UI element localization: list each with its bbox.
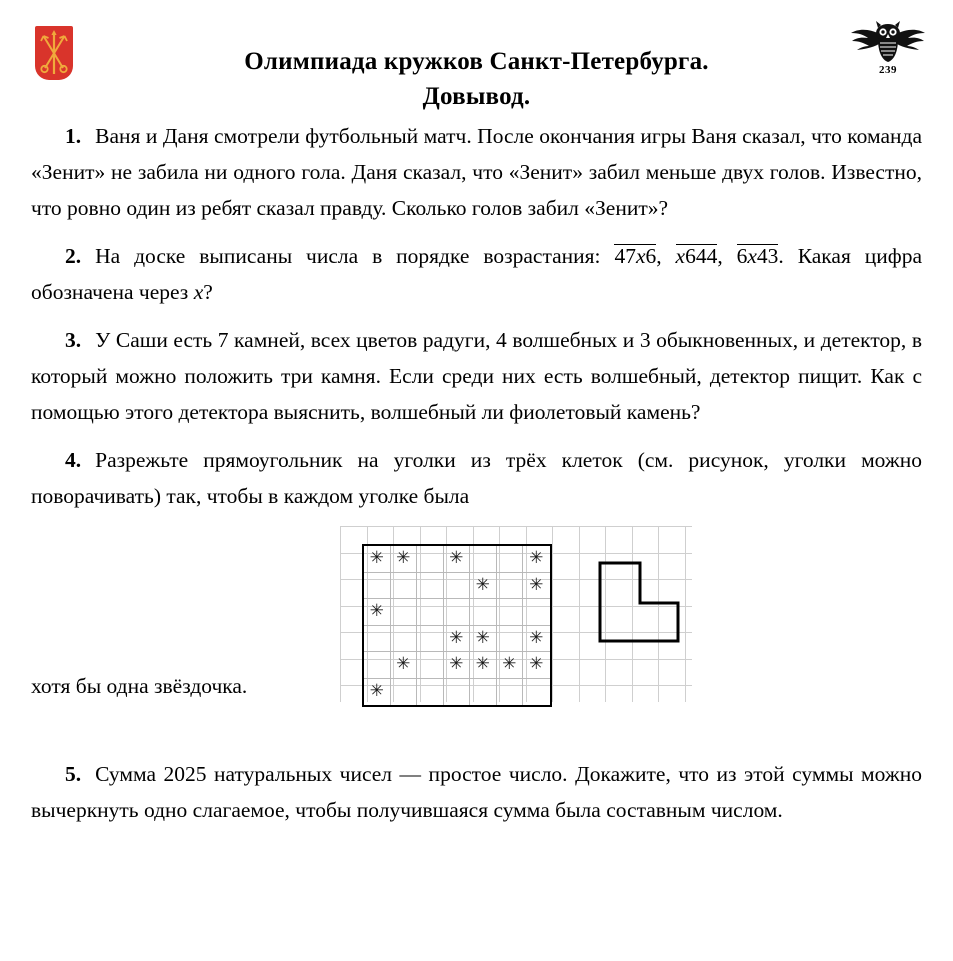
problem-5	[31, 756, 922, 828]
page-title-line2: Довывод.	[422, 83, 531, 110]
overlined-number-2	[676, 244, 718, 268]
overlined-number-3	[737, 244, 779, 268]
grid-cell	[470, 573, 497, 600]
problem-2-lead: На доске выписаны числа в порядке возрастания:	[95, 244, 615, 268]
problem-4-text: Разрежьте прямоугольник на уголки из трёх клеток (см. рисунок, уголки можно поворачивать) так, чтобы в каждом уголке была	[31, 448, 922, 508]
problem-2-separator-2: ,	[717, 244, 723, 268]
owl-logo-number: 239	[879, 64, 897, 76]
grid-cell	[417, 599, 444, 626]
overlined-number-2-variable: x	[675, 244, 686, 268]
overlined-number-2-part-b: 644	[685, 244, 718, 268]
problem-3-number: 3.	[65, 328, 82, 352]
overlined-number-3-part-b: 43	[756, 244, 779, 268]
star-mark: ✳	[475, 654, 490, 675]
star-mark: ✳	[529, 654, 544, 675]
star-mark: ✳	[502, 654, 517, 675]
grid-cell	[417, 573, 444, 600]
grid-cell	[444, 599, 471, 626]
star-mark: ✳	[475, 627, 490, 648]
grid-cell	[523, 573, 550, 600]
overlined-number-3-variable: x	[747, 244, 757, 268]
grid-cell	[364, 573, 391, 600]
problem-4-tail-text: хотя бы одна звёздочка.	[31, 674, 248, 698]
problem-4-number: 4.	[65, 448, 82, 472]
lyceum-239-owl-logo-icon	[849, 18, 927, 82]
problem-5-text: Сумма 2025 натуральных чисел — простое число. Докажите, что из этой суммы можно вычеркнуть одно слагаемое, чтобы получившаяся сумма была составным числом.	[31, 762, 922, 822]
grid-cell	[444, 626, 471, 653]
grid-cell	[470, 626, 497, 653]
grid-cell	[364, 546, 391, 573]
owl-icon-svg	[850, 18, 926, 66]
overlined-number-1-part-b: 6	[645, 244, 657, 268]
grid-cell	[364, 626, 391, 653]
grid-cell	[444, 573, 471, 600]
graph-paper-horizontal-line	[340, 526, 692, 527]
grid-cell	[417, 546, 444, 573]
problem-3-text: У Саши есть 7 камней, всех цветов радуги, 4 волшебных и 3 обыкновенных, и детектор, в который можно положить три камня. Если среди них есть волшебный, детектор пищит. Как с помощью этого детектора выяснить, волшебный ли фиолетовый камень?	[31, 328, 922, 424]
problem-4-tail-line	[31, 668, 922, 704]
problem-3	[31, 322, 922, 430]
grid-cell	[497, 626, 524, 653]
grid-cell	[497, 546, 524, 573]
l-tromino-svg	[598, 561, 680, 643]
overlined-number-1-variable: x	[635, 244, 646, 268]
problem-2-paragraph	[31, 238, 922, 310]
problems-column	[31, 118, 922, 840]
problem-5-paragraph	[31, 756, 922, 828]
star-mark: ✳	[369, 548, 384, 569]
problem-1-paragraph	[31, 118, 922, 226]
overlined-number-1	[614, 244, 656, 268]
grid-cell	[417, 626, 444, 653]
star-mark: ✳	[396, 654, 411, 675]
grid-cell	[364, 599, 391, 626]
grid-cell	[523, 626, 550, 653]
problem-2-separator-1: ,	[656, 244, 676, 268]
star-mark: ✳	[369, 681, 384, 702]
grid-cell	[497, 599, 524, 626]
overlined-number-3-part-a: 6	[736, 244, 748, 268]
star-mark: ✳	[449, 548, 464, 569]
star-mark: ✳	[449, 627, 464, 648]
grid-cell	[470, 546, 497, 573]
grid-cell	[391, 573, 418, 600]
problem-5-number: 5.	[65, 762, 82, 786]
problem-4-paragraph	[31, 442, 922, 514]
problem-1	[31, 118, 922, 226]
grid-cell	[523, 599, 550, 626]
grid-cell	[444, 546, 471, 573]
star-mark: ✳	[369, 601, 384, 622]
saint-petersburg-coat-of-arms-icon	[31, 24, 77, 82]
crest-shield	[35, 26, 73, 80]
grid-cell	[391, 626, 418, 653]
problem-2-tail-end: ?	[203, 280, 213, 304]
l-tromino-piece-icon	[598, 561, 680, 643]
problem-2-tail-variable: x	[193, 280, 204, 304]
overlined-number-1-part-a: 47	[614, 244, 636, 268]
problem-3-paragraph	[31, 322, 922, 430]
problem-1-number: 1.	[65, 124, 82, 148]
crest-anchors-svg	[35, 26, 73, 80]
problem-4	[31, 442, 922, 514]
problem-1-text: Ваня и Даня смотрели футбольный матч. После окончания игры Ваня сказал, что команда «Зенит» не забила ни одного гола. Даня сказал, что «Зенит» забил меньше двух голов. Известно, что ровно один из ребят сказал правду. Сколько голов забил «Зенит»?	[31, 124, 922, 220]
star-mark: ✳	[475, 574, 490, 595]
star-mark: ✳	[529, 627, 544, 648]
grid-cell	[470, 599, 497, 626]
page-title-line1: Олимпиада кружков Санкт-Петербурга.	[244, 48, 709, 75]
page-title	[0, 0, 953, 114]
problem-2	[31, 238, 922, 310]
star-mark: ✳	[396, 548, 411, 569]
problem-2-number: 2.	[65, 244, 82, 268]
star-mark: ✳	[529, 548, 544, 569]
grid-cell	[391, 546, 418, 573]
grid-cell	[497, 573, 524, 600]
star-mark: ✳	[529, 574, 544, 595]
page-header	[0, 0, 953, 112]
star-mark: ✳	[449, 654, 464, 675]
grid-cell	[391, 599, 418, 626]
grid-cell	[523, 546, 550, 573]
problem-2-tail: . Какая цифра обозначена через	[31, 244, 923, 304]
